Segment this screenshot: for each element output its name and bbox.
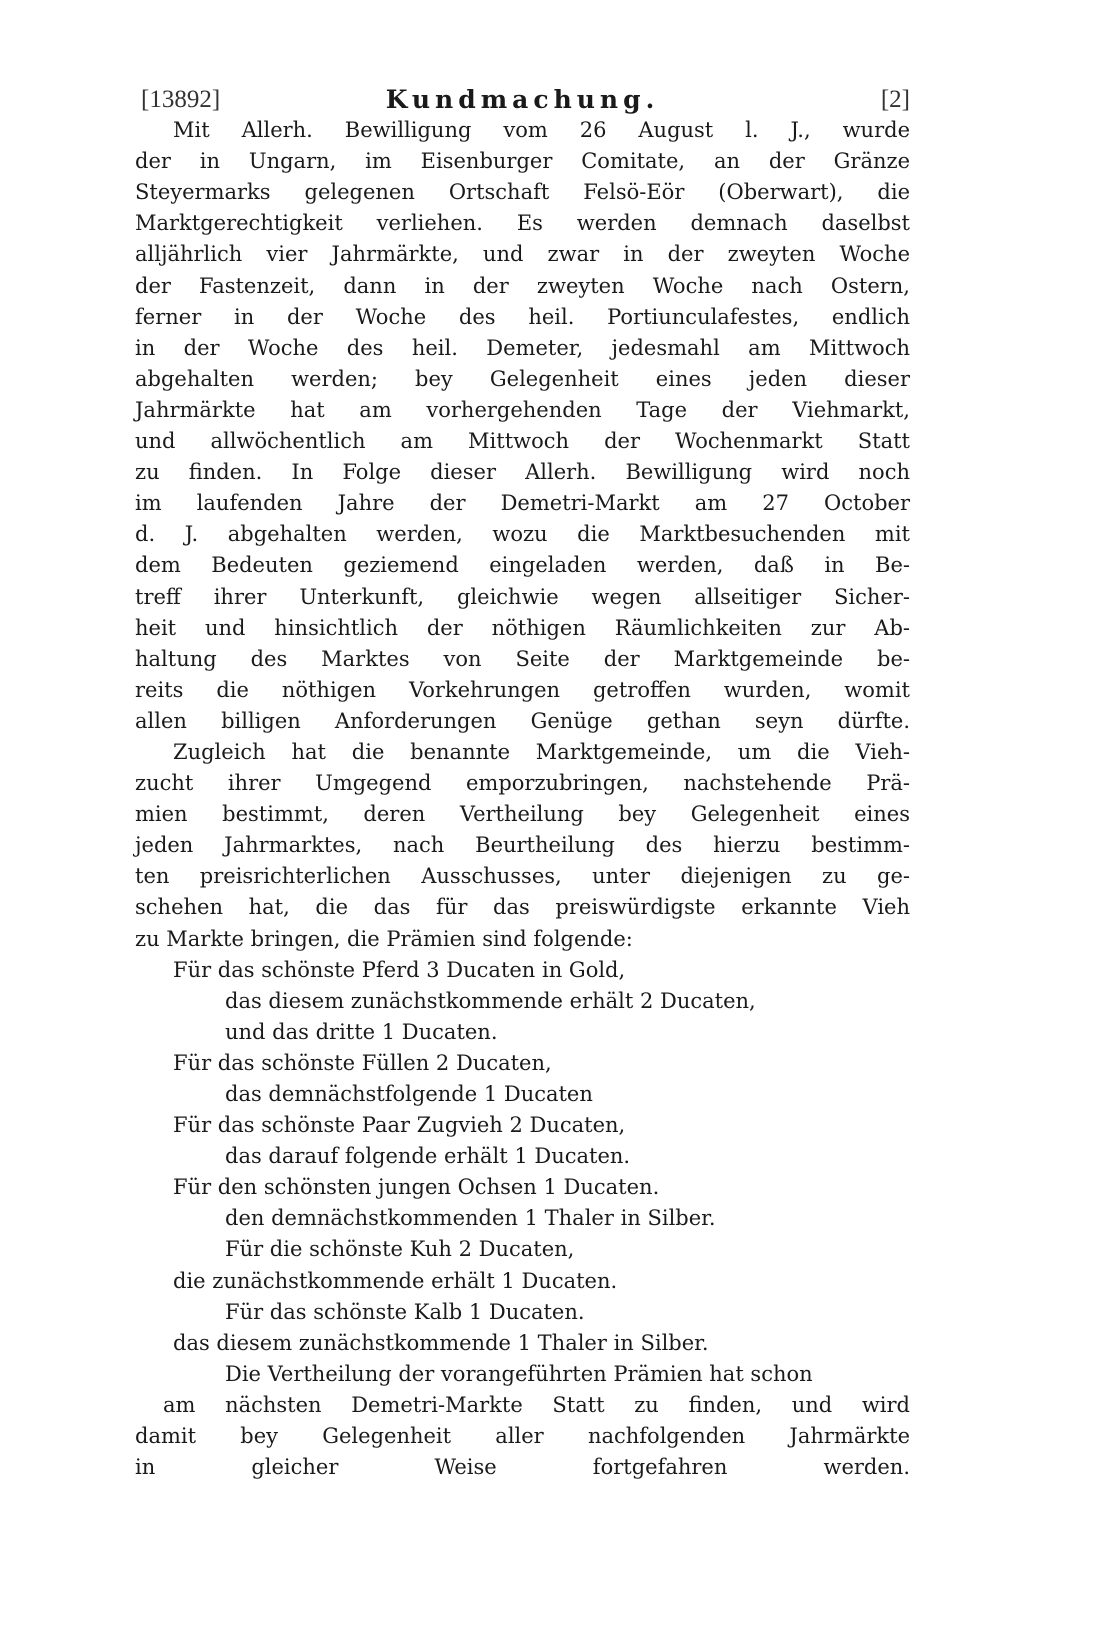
text-line: ten preisrichterlichen Ausschusses, unter diejenigen zu ge- <box>135 864 910 889</box>
text-line: Für die schönste Kuh 2 Ducaten, <box>225 1237 575 1262</box>
text-line: Für den schönsten jungen Ochsen 1 Ducaten. <box>173 1175 660 1200</box>
text-line: Für das schönste Kalb 1 Ducaten. <box>225 1299 585 1324</box>
text-line: der in Ungarn, im Eisenburger Comitate, an der Gränze <box>135 149 910 174</box>
text-line: den demnächstkommenden 1 Thaler in Silber. <box>225 1206 716 1231</box>
text-line: allen billigen Anforderungen Genüge gethan seyn dürfte. <box>135 708 910 733</box>
notice-document <box>135 84 910 1483</box>
text-line: haltung des Marktes von Seite der Marktgemeinde be- <box>135 646 910 671</box>
text-line: die zunächstkommende erhält 1 Ducaten. <box>173 1268 618 1293</box>
text-line: und allwöchentlich am Mittwoch der Wochenmarkt Statt <box>135 429 910 454</box>
text-line: mien bestimmt, deren Vertheilung bey Gelegenheit eines <box>135 802 910 827</box>
text-line: ferner in der Woche des heil. Portiunculafestes, endlich <box>135 304 910 329</box>
notice-body <box>135 115 910 1483</box>
text-line: das darauf folgende erhält 1 Ducaten. <box>225 1144 631 1169</box>
text-line: Für das schönste Pferd 3 Ducaten in Gold, <box>173 957 626 982</box>
text-line: treff ihrer Unterkunft, gleichwie wegen allseitiger Sicher- <box>135 584 910 609</box>
text-line: Für das schönste Füllen 2 Ducaten, <box>173 1050 552 1075</box>
notice-title: Kundmachung. <box>385 85 660 114</box>
notice-header <box>135 84 910 115</box>
page-marker: [2] <box>880 86 910 113</box>
text-line: zucht ihrer Umgegend emporzubringen, nachstehende Prä- <box>135 771 910 796</box>
text-line: abgehalten werden; bey Gelegenheit eines jeden dieser <box>135 366 910 391</box>
text-line: zu Markte bringen, die Prämien sind folgende: <box>135 926 633 951</box>
text-line: Jahrmärkte hat am vorhergehenden Tage der Viehmarkt, <box>135 397 910 422</box>
text-line: d. J. abgehalten werden, wozu die Marktbesuchenden mit <box>135 522 910 547</box>
text-line: alljährlich vier Jahrmärkte, und zwar in der zweyten Woche <box>135 242 910 267</box>
text-line: Steyermarks gelegenen Ortschaft Felsö-Eör (Oberwart), die <box>135 180 910 205</box>
text-line: heit und hinsichtlich der nöthigen Räumlichkeiten zur Ab- <box>135 615 910 640</box>
text-line: Die Vertheilung der vorangeführten Prämien hat schon <box>225 1361 813 1386</box>
text-line: damit bey Gelegenheit aller nachfolgenden Jahrmärkte <box>135 1424 910 1449</box>
text-line: das diesem zunächstkommende erhält 2 Ducaten, <box>225 988 756 1013</box>
text-line: am nächsten Demetri-Markte Statt zu finden, und wird <box>163 1392 910 1417</box>
text-line: zu finden. In Folge dieser Allerh. Bewilligung wird noch <box>135 460 910 485</box>
text-line: das diesem zunächstkommende 1 Thaler in Silber. <box>173 1330 709 1355</box>
text-line: in gleicher Weise fortgefahren werden. <box>135 1455 910 1480</box>
text-line: in der Woche des heil. Demeter, jedesmahl am Mittwoch <box>135 335 910 360</box>
text-line: Zugleich hat die benannte Marktgemeinde, um die Vieh- <box>173 739 910 764</box>
text-line: das demnächstfolgende 1 Ducaten <box>225 1082 593 1106</box>
text-line: Mit Allerh. Bewilligung vom 26 August l. J., wurde <box>173 118 910 143</box>
notice-number: [13892] <box>141 86 221 113</box>
text-line: der Fastenzeit, dann in der zweyten Woche nach Ostern, <box>135 273 910 298</box>
text-line: dem Bedeuten geziemend eingeladen werden, daß in Be- <box>135 553 910 578</box>
text-line: im laufenden Jahre der Demetri-Markt am 27 October <box>135 491 910 516</box>
text-line: schehen hat, die das für das preiswürdigste erkannte Vieh <box>135 895 910 920</box>
text-line: reits die nöthigen Vorkehrungen getroffen wurden, womit <box>135 677 910 702</box>
text-line: Marktgerechtigkeit verliehen. Es werden demnach daselbst <box>135 211 910 236</box>
text-line: Für das schönste Paar Zugvieh 2 Ducaten, <box>173 1113 626 1138</box>
text-line: jeden Jahrmarktes, nach Beurtheilung des hierzu bestimm- <box>135 833 910 858</box>
text-line: und das dritte 1 Ducaten. <box>225 1019 498 1044</box>
